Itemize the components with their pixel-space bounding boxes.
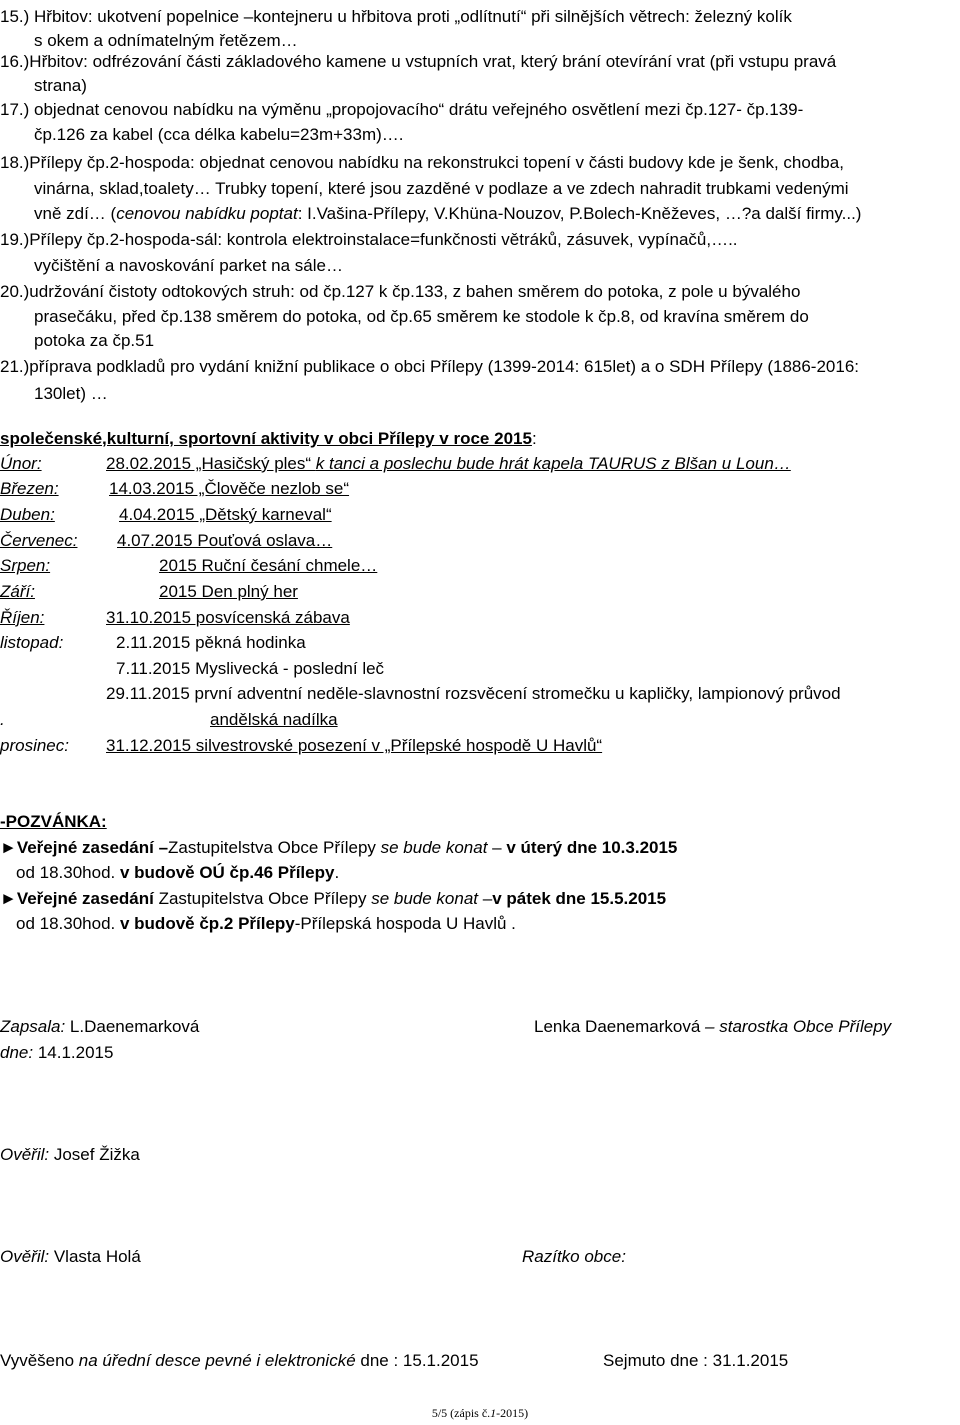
mayor-title: – starostka Obce Přílepy: [705, 1017, 892, 1036]
item-21-line1: 21.)příprava podkladů pro vydání knižní publikace o obci Přílepy (1399-2014: 615let) a o SDH Přílepy (1886-2016:: [0, 357, 860, 376]
posted-italic: na úřední desce pevné i elektronické: [78, 1351, 356, 1370]
date-value: 14.1.2015: [33, 1043, 114, 1062]
invitation-1-line1: [0, 837, 677, 859]
invitation-1-text: Zastupitelstva Obce Přílepy: [168, 838, 381, 857]
invitation-2-time: od 18.30hod.: [16, 914, 120, 933]
arrow-right-icon: ►: [0, 889, 17, 908]
activities-heading-text: společenské,kulturní, sportovní aktivity v obci Přílepy v roce 2015: [0, 429, 532, 448]
invitation-1-end: .: [334, 863, 340, 882]
event-month: Srpen:: [0, 556, 51, 575]
item-21-line2: 130let) …: [34, 384, 108, 403]
verified-2-label: Ověřil:: [0, 1247, 50, 1266]
stamp-label: Razítko obce:: [522, 1247, 626, 1266]
removed-notice: Sejmuto dne : 31.1.2015: [603, 1351, 789, 1370]
item-15-line2: s okem a odnímatelným řetězem…: [34, 31, 298, 50]
item-18-line3: [34, 203, 861, 225]
invitation-2-line2: [16, 913, 516, 935]
footer-page: 5/5 (zápis č.: [431, 1406, 491, 1420]
arrow-right-icon: ►: [0, 838, 17, 857]
event-text: 2015 Den plný her: [159, 582, 298, 601]
posted-date: dne : 15.1.2015: [355, 1351, 479, 1370]
invitation-1-time: od 18.30hod.: [16, 863, 120, 882]
event-text: 2.11.2015 pěkná hodinka: [116, 633, 306, 652]
record-date: [0, 1042, 113, 1064]
event-month: Březen:: [0, 479, 59, 498]
item-18-line1: 18.)Přílepy čp.2-hospoda: objednat cenovou nabídku na rekonstrukci topení v části budovy kde je šenk, chodba,: [0, 153, 844, 172]
invitation-2-line1: [0, 888, 666, 910]
item-17-line2: čp.126 za kabel (cca délka kabelu=23m+33m)….: [34, 125, 404, 144]
activities-heading-colon: :: [531, 429, 537, 448]
item-19-line2: vyčištění a navoskování parket na sále…: [34, 256, 343, 275]
event-month: listopad:: [0, 633, 64, 652]
event-text: 2015 Ruční česání chmele…: [159, 556, 378, 575]
verified-2-name: Vlasta Holá: [49, 1247, 141, 1266]
event-text-extra: k tanci a poslechu bude hrát kapela TAURUS z Blšan u Loun…: [315, 454, 791, 473]
event-text: andělská nadílka: [210, 710, 338, 729]
event-month: prosinec:: [0, 736, 69, 755]
invitation-2-text: Zastupitelstva Obce Přílepy: [153, 889, 372, 908]
item-20-line3: potoka za čp.51: [34, 331, 155, 350]
item-16-line2: strana): [34, 76, 87, 95]
event-text: 31.12.2015 silvestrovské posezení v „Přílepské hospodě U Havlů“: [106, 736, 603, 755]
item-18-line3-b: : I.Vašina-Přílepy, V.Khüna-Nouzov, P.Bolech-Kněževes, …?a další firmy...): [297, 204, 862, 223]
event-month: .: [0, 710, 5, 729]
invitation-2-dash: –: [478, 889, 493, 908]
event-text: 31.10.2015 posvícenská zábava: [106, 608, 350, 627]
invitation-1-place: v budově OÚ čp.46 Přílepy: [119, 863, 335, 882]
event-text-main: 28.02.2015 „Hasičský ples“: [106, 454, 316, 473]
invitation-1-line2: [16, 862, 339, 884]
page-footer: [0, 1406, 960, 1421]
event-text: 7.11.2015 Myslivecká - poslední leč: [116, 659, 385, 678]
event-text: [106, 453, 791, 475]
posted-label: Vyvěšeno: [0, 1351, 79, 1370]
invitation-1-dash: –: [487, 838, 507, 857]
recorded-by: [0, 1016, 199, 1038]
footer-num: 1: [490, 1406, 497, 1420]
invitation-2-end: -Přílepská hospoda U Havlů .: [294, 914, 516, 933]
item-20-line2: prasečáku, před čp.138 směrem do potoka, od čp.65 směrem ke stodole k čp.8, od kravína směrem do: [34, 307, 809, 326]
invitation-1-italic: se bude konat: [380, 838, 488, 857]
event-text: 29.11.2015 první adventní neděle-slavnostní rozsvěcení stromečku u kapličky, lampionový průvod: [106, 684, 841, 703]
verified-1-label: Ověřil:: [0, 1145, 50, 1164]
invitation-heading: -POZVÁNKA:: [0, 812, 107, 831]
item-16-line1: 16.)Hřbitov: odfrézování části základového kamene u vstupních vrat, který brání otevírání vrat (při vstupu pravá: [0, 52, 837, 71]
verified-1-name: Josef Žižka: [49, 1145, 140, 1164]
event-text: 4.04.2015 „Dětský karneval“: [119, 505, 332, 524]
date-label: dne:: [0, 1043, 34, 1062]
mayor-name: Lenka Daenemarková: [534, 1017, 706, 1036]
event-month: Únor:: [0, 454, 42, 473]
item-18-line3-italic: cenovou nabídku poptat: [116, 204, 298, 223]
invitation-2-italic: se bude konat: [371, 889, 478, 908]
recorded-label: Zapsala:: [0, 1017, 66, 1036]
event-month: Říjen:: [0, 608, 45, 627]
item-18-line2: vinárna, sklad,toalety… Trubky topení, které jsou zazděné v podlaze a ve zdech nahradit trubkami vedenými: [34, 179, 849, 198]
item-20-line1: 20.)udržování čistoty odtokových struh: od čp.127 k čp.133, z bahen směrem do potoka, z pole u bývalého: [0, 282, 801, 301]
item-19-line1: 19.)Přílepy čp.2-hospoda-sál: kontrola elektroinstalace=funkčnosti větráků, zásuvek, vypínačů,…..: [0, 230, 738, 249]
invitation-2-title: Veřejné zasedání: [16, 889, 154, 908]
event-text: 14.03.2015 „Člověče nezlob se“: [109, 479, 350, 498]
event-month: Duben:: [0, 505, 55, 524]
invitation-1-date: v úterý dne 10.3.2015: [506, 838, 678, 857]
posted-notice: [0, 1350, 479, 1372]
footer-tail: -2015): [496, 1406, 529, 1420]
activities-heading: [0, 428, 537, 450]
item-18-line3-a: vně zdí… (: [34, 204, 117, 223]
event-month: Září:: [0, 582, 35, 601]
invitation-1-title: Veřejné zasedání –: [16, 838, 169, 857]
invitation-2-place: v budově čp.2 Přílepy: [119, 914, 295, 933]
verified-2: [0, 1246, 141, 1268]
recorded-name: L.Daenemarková: [65, 1017, 200, 1036]
mayor-signature: [534, 1016, 891, 1038]
verified-1: [0, 1144, 140, 1166]
invitation-2-date: v pátek dne 15.5.2015: [492, 889, 667, 908]
event-month: Červenec:: [0, 531, 78, 550]
event-text: 4.07.2015 Pouťová oslava…: [117, 531, 333, 550]
item-15-line1: 15.) Hřbitov: ukotvení popelnice –kontejneru u hřbitova proti „odlítnutí“ při silnějších větrech: železný kolík: [0, 7, 792, 26]
item-17-line1: 17.) objednat cenovou nabídku na výměnu „propojovacího“ drátu veřejného osvětlení mezi čp.127- čp.139-: [0, 100, 804, 119]
